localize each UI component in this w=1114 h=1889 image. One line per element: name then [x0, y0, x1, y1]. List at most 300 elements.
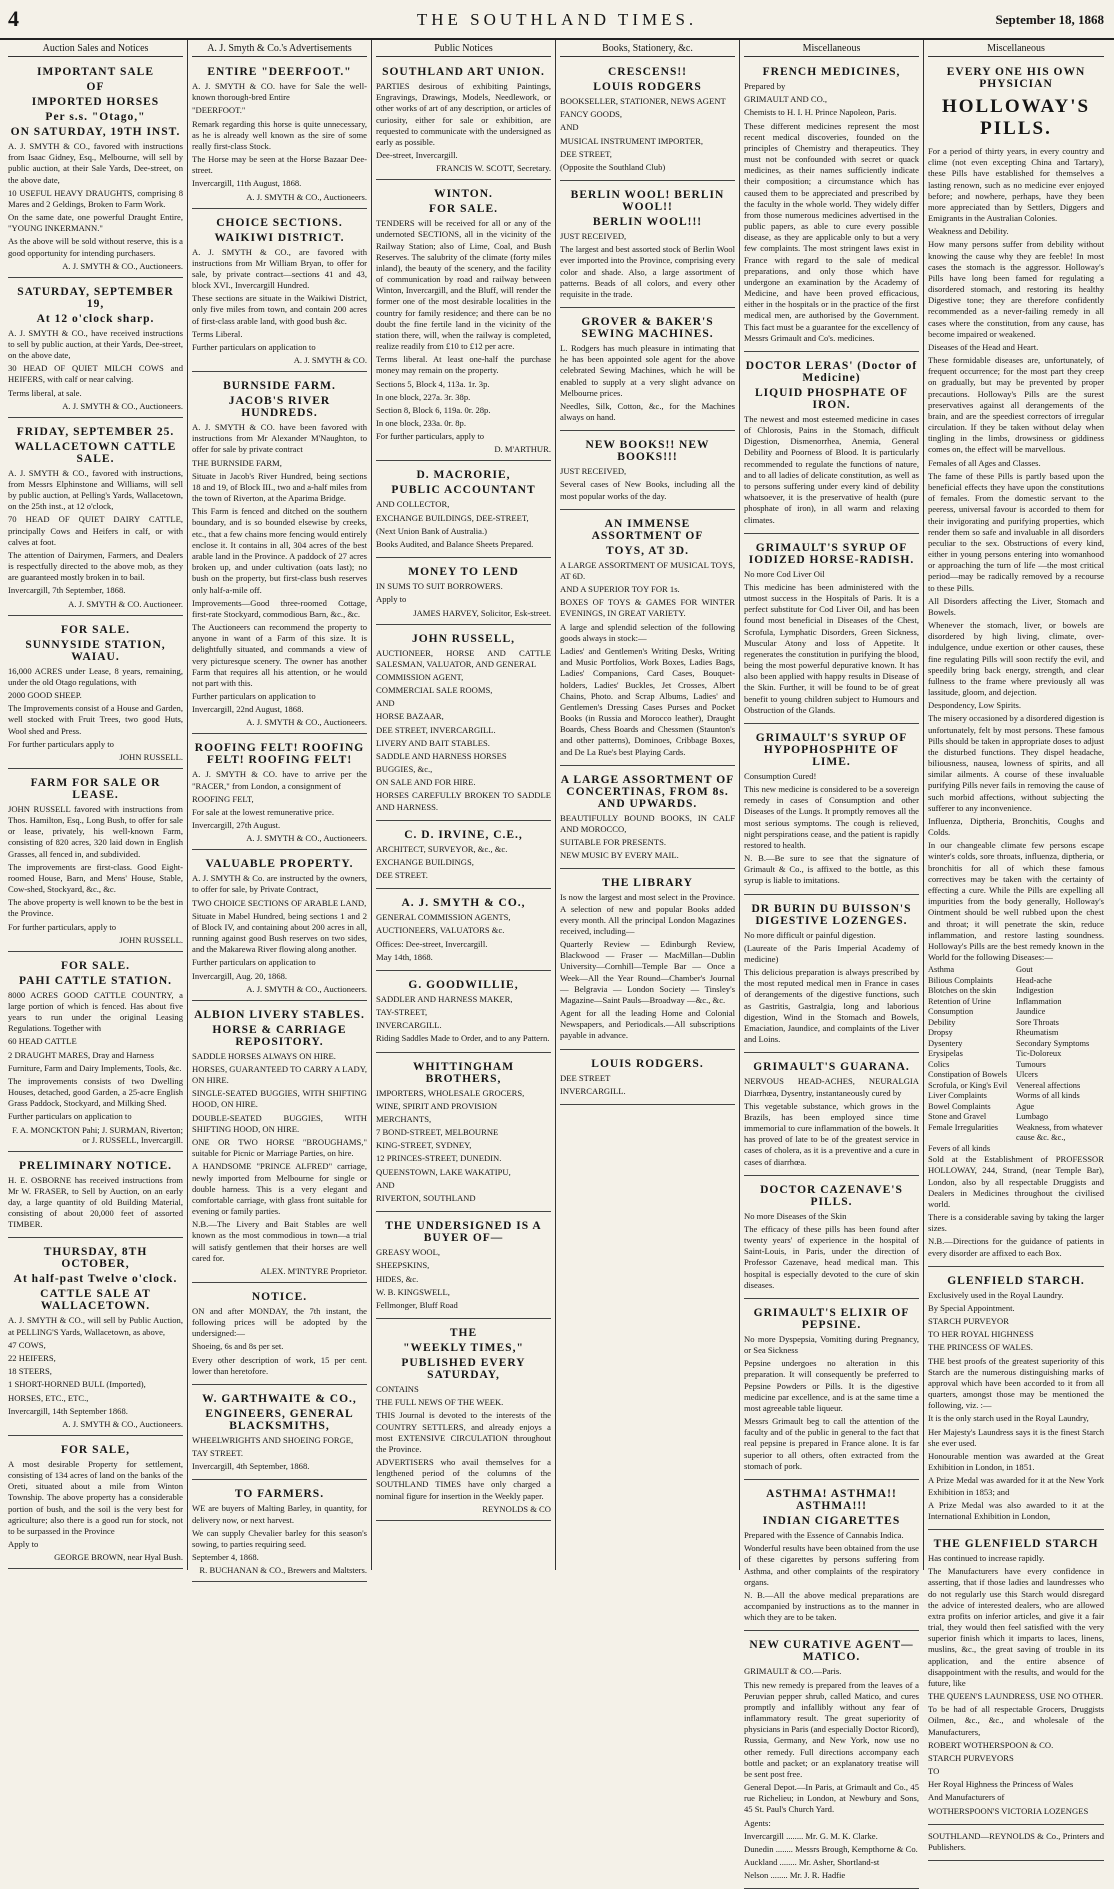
ad-text: TWO CHOICE SECTIONS OF ARABLE LAND, [192, 897, 367, 908]
ad-text: A. J. SMYTH & CO., will sell by Public Auction, at PELLING'S Yards, Wallacetown, as above, [8, 1315, 183, 1337]
ad-text: WOTHERSPOON'S VICTORIA LOZENGES [928, 1805, 1089, 1816]
ad-text: L. Rodgers has much pleasure in intimating that he has been appointed sole agent for the above celebrated Sewing Machines, which he will be enabled to supply at a very slight advance on Melbourne prices. [560, 343, 735, 398]
advertisement [192, 737, 367, 850]
ad-text: THIS Journal is devoted to the interests of the COUNTRY SETTLERS, and already enjoys a most EXTENSIVE CIRCULATION throughout the Province. [376, 1410, 551, 1454]
ad-text: WHEELWRIGHTS AND SHOEING FORGE, [192, 1434, 354, 1445]
ad-text: Quarterly Review — Edinburgh Review, Blackwood — Fraser — MacMillan—Dublin University—Cornhill—Temple Bar — Once a Week—All the Year Round—Chamber's Journal — Belgravia — London Society — Tinsley's Magazine—Saint Pauls—Broadway —&c., &c. [560, 939, 735, 1005]
ad-heading: NOTICE. [251, 1290, 308, 1303]
ad-text: A. J. SMYTH & CO., favored with instructions, from Messrs Elphinstone and Williams, will sell by public auction, at Pelling's Yards, Wallacetown, on the 25th inst., at 12 o'clock, [8, 467, 183, 512]
advertisement [744, 355, 919, 534]
ad-heading: CATTLE SALE AT WALLACETOWN. [40, 1288, 151, 1313]
ad-heading: OF [86, 81, 105, 93]
ad-text: EXCHANGE BUILDINGS, DEE-STREET, [376, 512, 529, 523]
ad-heading: LIQUID PHOSPHATE OF IRON. [755, 386, 908, 411]
ad-text: Her Royal Highness the Princess of Wales [928, 1779, 1074, 1790]
ad-heading: GRIMAULT'S ELIXIR OF PEPSINE. [753, 1306, 910, 1331]
ad-text: AND [376, 698, 395, 709]
ad-heading: D. MACRORIE, [416, 469, 511, 482]
ad-text: ROBERT WOTHERSPOON & CO. [928, 1739, 1054, 1750]
ad-heading: BURNSIDE FARM. [223, 380, 336, 393]
ad-text: The efficacy of these pills has been found after twenty years' of experience in the hospital of Saint-Louis, in Paris, under the direction of Professor Cazenave, head medical man. This hospital is especially devoted to the cure of skin diseases. [744, 1223, 919, 1290]
ad-text: (Laureate of the Paris Imperial Academy of medicine) [744, 942, 919, 964]
ad-signature: A. J. SMYTH & CO. [293, 355, 367, 366]
ad-text: INVERCARGILL. [560, 1085, 626, 1096]
ad-signature: JOHN RUSSELL. [119, 751, 183, 762]
ad-heading: WALLACETOWN CATTLE SALE. [14, 440, 177, 465]
ad-heading: ALBION LIVERY STABLES. [194, 1008, 365, 1021]
ad-heading: FOR SALE. [60, 959, 131, 972]
column-6 [924, 40, 1108, 1852]
ad-text: JUST RECEIVED, [560, 231, 627, 242]
ad-text: The improvements are first-class. Good Eight-roomed House, Barn, and Mens' House, Stable, Cow-shed, Stockyard, &c., &c. [8, 861, 183, 895]
ad-signature: A. J. SMYTH & CO., Auctioneers. [246, 983, 367, 994]
ad-text: CONTAINS [376, 1384, 419, 1395]
ad-heading: THURSDAY, 8TH OCTOBER, [43, 1246, 148, 1271]
ad-heading: DOCTOR CAZENAVE'S PILLS. [760, 1183, 903, 1208]
ad-text: Is now the largest and most select in the Province. A selection of new and popular Books added every month. All the principal London Magazines received, including— [560, 892, 735, 936]
ad-heading: At half-past Twelve o'clock. [13, 1273, 178, 1286]
ad-heading: LOUIS RODGERS. [591, 1057, 704, 1070]
ad-text: 30 HEAD OF QUIET MILCH COWS and HEIFERS, with calf or near calving. [8, 363, 183, 385]
ad-text: This vegetable substance, which grows in the Brazils, has been employed since time immemorial to cure inflammation of the bowels. It has proved of late to be of the greatest service in cases of cholera, as it is a preventive and a cure in cases of diarrhœa. [744, 1100, 919, 1167]
advertisement [744, 61, 919, 352]
ad-text: Ladies' and Gentlemen's Writing Desks, Writing and Music Portfolios, Work Boxes, Ladies Bags, Ladies' Companions, Card Cases, Bouquet-holders, Ladies' Buckles, Jet Crosses, Albert Chains, Photo. and Scrap Albums, Ladies' and Gentlemen's Dressing Cases Purses and Pocket Books (in Russia and Morocco leather), Draught Boards, Chess Boards and Chessmen (Staunton's and other patterns), Dominoes, Cribbage Boxes, and De La Rue's best Playing Cards. [560, 645, 735, 757]
ad-text: COMMERCIAL SALE ROOMS, [376, 685, 493, 696]
ad-heading: NEW CURATIVE AGENT—MATICO. [749, 1639, 914, 1664]
ad-text: Invercargill, 7th September, 1868. [8, 585, 126, 596]
ad-text: HORSES, GUARANTEED TO CARRY A LADY, ON HIRE. [192, 1063, 367, 1086]
ad-text: Fellmonger, Bluff Road [376, 1299, 458, 1310]
ad-text: HORSE BAZAAR, [376, 711, 444, 722]
advertisement [192, 853, 367, 1001]
ad-heading: VALUABLE PROPERTY. [205, 858, 354, 871]
ad-text: September 4, 1868. [192, 1552, 259, 1563]
advertisement [376, 1322, 551, 1521]
ad-heading: LOUIS RODGERS [593, 81, 702, 93]
ad-heading: IMPORTANT SALE [36, 66, 154, 78]
advertisement [192, 212, 367, 373]
ad-heading: BERLIN WOOL! BERLIN WOOL!! [570, 189, 725, 214]
advertisement [376, 974, 551, 1053]
ad-heading: PUBLIC ACCOUNTANT [391, 484, 536, 497]
ad-text: WINE, SPIRIT AND PROVISION [376, 1100, 498, 1111]
ad-text: 12 PRINCES-STREET, DUNEDIN. [376, 1153, 502, 1164]
ad-text: In our changeable climate few persons escape winter's colds, sore throats, influenza, diptheria, or bronchitis for all of which these famous correctives may be taken with the certainty of effecting a cure. While the Pills are expelling all impurities from the body generally, Holloway's Ointment should be well rubbed upon the chest and throat; it will penetrate the skin, reduce inflammation, and restore lasting soundness. Holloway's Pills are the best remedy known in the World for the following Diseases:— [928, 840, 1104, 963]
ad-text: All Disorders affecting the Liver, Stomach and Bowels. [928, 595, 1104, 617]
ad-text: For further particulars, apply to [376, 431, 485, 442]
ad-heading: WAIKIWI DISTRICT. [214, 231, 345, 244]
ad-text: EXCHANGE BUILDINGS, [376, 856, 474, 867]
advertisement [928, 1828, 1104, 1861]
disease-item: Bowel Complaints [928, 1101, 991, 1111]
disease-item: Tumours [1016, 1059, 1046, 1069]
ad-text: Terms liberal, at sale. [8, 387, 82, 398]
ad-text: DEE STREET, [560, 148, 612, 159]
ad-text: No more Cod Liver Oil [744, 568, 825, 579]
ad-text: The Manufacturers have every confidence in asserting, that if those ladies and laundresses who do not regularly use this Starch would disregard the advice of interested dealers, who are allowed extra profits on inferior articles, and give it a fair trial, they would then feel satisfied with the very superior finish which it imparts to laces, linens, muslins, &c., the great saving of trouble in its application, and the entire absence of disappointment with the results, and would for the future, like [928, 1566, 1104, 1688]
ad-text: Agents: [744, 1817, 771, 1828]
ad-heading: W. GARTHWAITE & CO., [202, 1392, 357, 1405]
ad-heading: SATURDAY, SEPTEMBER 19, [17, 285, 174, 310]
ad-text: LIVERY AND BAIT STABLES. [376, 737, 490, 748]
ad-text: Sold at the Establishment of PROFESSOR HOLLOWAY, 244, Strand, (near Temple Bar), London, also by all respectable Druggists and Dealers in Medicines throughout the civilised world. [928, 1154, 1104, 1209]
ad-text: Further particulars on application to [192, 341, 316, 352]
advertisement [744, 898, 919, 1054]
ad-text: No more difficult or painful digestion. [744, 929, 876, 940]
disease-item: Inflammation [1016, 996, 1062, 1006]
ad-text: GENERAL COMMISSION AGENTS, [376, 912, 511, 923]
page-number: 4 [8, 6, 19, 31]
ad-text: Improvements—Good three-roomed Cottage, first-rate Stockyard, commodious Barn, &c., &c. [192, 597, 367, 619]
ad-text: The fame of these Pills is partly based upon the beneficial effects they have upon the constitutions of females. From the domestic servant to the peeress, universal favour is accorded to them for their invigorating and purifying properties, which render them so safe and invaluable in all disorders peculiar to the sex. Obstructions of every kind, either in young persons entering into womanhood or approaching the turn of life —the most critical period—may be radically removed by a recourse to these Pills. [928, 470, 1104, 593]
ad-heading: FOR SALE, [60, 1443, 131, 1456]
ad-text: 2 DRAUGHT MARES, Dray and Harness [8, 1049, 154, 1060]
ad-text: GRIMAULT AND CO., [744, 94, 828, 105]
disease-item: Indigestion [1016, 986, 1054, 996]
ad-signature: A. J. SMYTH & CO., Auctioneers. [246, 191, 367, 202]
ad-heading: TOYS, AT 3D. [606, 544, 689, 557]
ad-text: The Horse may be seen at the Horse Bazaar Dee-street. [192, 154, 367, 176]
ad-signature: D. M'ARTHUR. [494, 444, 551, 455]
advertisement [8, 421, 183, 616]
ad-heading: PRELIMINARY NOTICE. [19, 1159, 172, 1172]
column-1 [4, 40, 188, 1570]
advertisement [376, 628, 551, 821]
ad-text: 10 USEFUL HEAVY DRAUGHTS, comprising 8 Mares and 2 Geldings, Broken to Farm Work. [8, 187, 183, 209]
ad-heading: FRIDAY, SEPTEMBER 25. [16, 425, 175, 438]
advertisement [8, 281, 183, 418]
ad-text: The above property is well known to be the best in the Province. [8, 897, 183, 919]
ad-heading: CHOICE SECTIONS. [216, 216, 343, 229]
advertisement [376, 824, 551, 890]
ad-heading: ROOFING FELT! ROOFING FELT! ROOFING FELT! [194, 742, 365, 767]
ad-heading: FOR SALE. [428, 203, 499, 216]
disease-item: Colics [928, 1059, 950, 1069]
ad-heading: FRENCH MEDICINES, [762, 66, 901, 78]
ad-text: For a period of thirty years, in every country and clime (not even excepting China and Tartary), these Pills have established for themselves a lasting renown, such as no medicine ever enjoyed before; and nowhere, perhaps, have they been more appreciated than by Settlers, Diggers and Emigrants in the Australian Colonies. [928, 146, 1104, 224]
ad-text: These different medicines represent the most recent medical discoveries, founded on the principles of Chemistry and therapeutics. They must not be confounded with secret or quack medicines, as their names sufficiently indicate their composition; a circumstance which has caused them to be appreciated and prescribed by the faculty in the whole world. They widely differ from those numerous medicines advertised in the public papers, as able to cure every possible disease, as they are applicable only to but a very few complaints. The most stringent laws exist in France with regard to the sale of medical preparations, and only those which have undergone an examination by the Academy of Medicine, and have been proved efficacious, either in the hospitals or in the practice of the first medical men, are authorised by the Government. This fact must be a guarantee for the excellency of Messrs Grimault and Co's. medicines. [744, 120, 919, 343]
ad-text: (Next Union Bank of Australia.) [376, 525, 487, 536]
ad-text: A. J. SMYTH & CO., are favored with instructions from Mr William Bryan, to offer for sale, by private contract—sections 41 and 43, block XVI., Invercargill Hundred. [192, 246, 367, 291]
ad-text: N. B.—Be sure to see that the signature of Grimault & Co., is affixed to the bottle, as this syrup is liable to imitations. [744, 853, 919, 886]
ad-text: ROOFING FELT, [192, 793, 254, 804]
ad-signature: A. J. SMYTH & CO., Auctioneers. [62, 260, 183, 271]
ad-text: Invercargill, 14th September 1868. [8, 1405, 128, 1416]
advertisement [928, 61, 1104, 1267]
disease-item: Erysipelas [928, 1049, 963, 1059]
disease-item: Tic-Doloreux [1016, 1049, 1062, 1059]
issue-date: September 18, 1868 [995, 12, 1104, 27]
advertisement [376, 183, 551, 461]
ad-text: Further particulars on application to [8, 1111, 132, 1122]
columns [4, 40, 1110, 1881]
advertisement [8, 955, 183, 1152]
advertisement [560, 1053, 735, 1105]
advertisement [560, 184, 735, 308]
advertisement [744, 1056, 919, 1175]
ad-text: General Depot.—In Paris, at Grimault and Co., 45 rue Richelieu; in London, at Newbury and Sons, 45 St. Paul's Church Yard. [744, 1782, 919, 1815]
ad-text: Consumption Cured! [744, 770, 817, 781]
ad-text: WE are buyers of Malting Barley, in quantity, for delivery now, or next harvest. [192, 1503, 367, 1525]
ad-text: DEE STREET [560, 1072, 611, 1083]
ad-text: AUCTIONEERS, VALUATORS &c. [376, 925, 505, 936]
ad-heading: SUNNYSIDE STATION, WAIAU. [25, 638, 166, 663]
ad-text: Invercargill ........ Mr. G. M. K. Clarke. [744, 1830, 878, 1841]
ad-text: N.B.—Directions for the guidance of patients in every disorder are affixed to each Box. [928, 1236, 1104, 1258]
column-header: Miscellaneous [928, 40, 1104, 57]
ad-text: This delicious preparation is always prescribed by the most reputed medical men in France in cases of derangements of the digestive functions, such as Gastritis, Gastralgia, long and laborious digestion, Wind in the Stomach and Bowels, Emaciation, Jaundice, and complaints of the Liver and Loins. [744, 967, 919, 1045]
ad-text: Invercargill, 22nd August, 1868. [192, 704, 304, 715]
disease-item: Dropsy [928, 1028, 953, 1038]
ad-text: HIDES, &c. [376, 1273, 419, 1284]
ad-text: BUGGIES, &c., [376, 764, 433, 775]
advertisement [376, 1215, 551, 1319]
ad-text: And Manufacturers of [928, 1792, 1005, 1803]
ad-signature: R. BUCHANAN & CO., Brewers and Maltsters. [199, 1565, 367, 1576]
ad-text: PARTIES desirous of exhibiting Paintings, Engravings, Drawings, Models, Needlework, or other works of art of any description, or articles of curiosity, either for sale or exhibition, are requested to communicate with the undersigned as early as possible. [376, 81, 551, 147]
ad-text: Chemists to H. I. H. Prince Napoleon, Paris. [744, 107, 897, 118]
disease-item: Sore Throats [1016, 1017, 1059, 1027]
ad-text: RIVERTON, SOUTHLAND [376, 1193, 476, 1203]
ad-text: Nelson ........ Mr. J. R. Hadfie [744, 1870, 846, 1881]
ad-text: AND [376, 1179, 395, 1190]
ad-text: STARCH PURVEYORS [928, 1752, 1014, 1763]
ad-signature: A. J. SMYTH & CO., Auctioneers. [246, 833, 367, 844]
ad-text: Wonderful results have been obtained from the use of these cigarettes by persons suffering from Asthma, and other complaints of the respiratory organs. [744, 1543, 919, 1587]
ad-heading: AN IMMENSE ASSORTMENT OF [591, 517, 704, 542]
ad-text: This Farm is fenced and ditched on the southern boundary, and is so bounded elsewise by creeks, etc., that a few chains more fencing would entirely enclose it. It contains in all, 304 acres of the best arable land in the Province. A paddock of 27 acres broken up, and under cultivation (oats last); no bush on the property, but first-class bush reserves only half-a-mile off. [192, 506, 367, 595]
ad-text: The attention of Dairymen, Farmers, and Dealers is respectfully directed to the above mob, as they are guaranteed mostly broken in to bail. [8, 549, 183, 583]
ad-text: DEE STREET, INVERCARGILL. [376, 724, 496, 735]
ad-text: A. J. SMYTH & CO., have received instructions to sell by public auction, at their Yards, Dee-street, on the above date, [8, 327, 183, 361]
ad-text: TAY STREET. [192, 1448, 244, 1459]
ad-text: Messrs Grimault beg to call the attention of the faculty and of the public in general to the fact that real pepsine is prepared in France alone. It is far superior to all others, often extracted from the stomach of pork. [744, 1416, 919, 1471]
ad-heading: CRESCENS!! [607, 66, 687, 78]
ad-text: These formidable diseases are, unfortunately, of frequent occurrence; for the most part they creep on gradually, but may be prevented by proper precautions. Holloway's Pills are the surest preservatives against all derangements of the brain, and are the speediest correctors of irregular circulation. If they be taken without delay when tingling in the limbs, drowsiness or giddiness comes on, the effect will be marvellous. [928, 355, 1104, 455]
advertisement [376, 1056, 551, 1213]
ad-text: Section 8, Block 6, 119a. 0r. 28p. [376, 404, 491, 415]
ad-text: "DEERFOOT." [192, 105, 246, 116]
ad-text: ON and after MONDAY, the 7th instant, the following prices will be adopted by the undersigned:— [192, 1305, 367, 1339]
ad-text: The Improvements consist of a House and Garden, well stocked with Fruit Trees, two good Huts, Wool shed and Press. [8, 703, 183, 736]
disease-item: Jaundice [1016, 1007, 1046, 1017]
ad-text: THE BURNSIDE FARM, [192, 457, 282, 468]
ad-text: Prepared with the Essence of Cannabis Indica. [744, 1529, 904, 1540]
ad-heading: FOR SALE. [60, 623, 131, 636]
advertisement [192, 61, 367, 209]
advertisement [744, 1634, 919, 1889]
ad-text: TENDERS will be received for all or any of the undernoted SECTIONS, all in the vicinity of the Railway Station; also of Lime, Coal, and Bush Reserves. The salubrity of the climate (forty miles inland), the beauty of the scenery, and the facility of communication by road and railway between Winton, Invercargill, and the Bluff, will render the former one of the most desirable localities in the country for family residence; and there can be no doubt the fine fertile land in the vicinity of the station there, will, when the railway is completed, realize readily from £10 to £12 per acre. [376, 218, 551, 352]
ad-text: Prepared by [744, 81, 786, 91]
disease-item: Head-ache [1016, 975, 1052, 985]
ad-text: How many persons suffer from debility without knowing the cause why they are feeble! In most cases the stomach is the aggressor. Holloway's Pills have long been famed for regulating a disordered stomach, and restoring its healthy Digestive tone; they are therefore confidently recommended as a never-failing remedy in all cases where the constitution, from any cause, has become impaired or weakened. [928, 239, 1104, 339]
ad-text: A. J. SMYTH & CO. have been favored with instructions from Mr Alexander M'Naughton, to offer for sale by private contract [192, 422, 367, 455]
ad-heading: Per s.s. "Otago," [45, 111, 146, 123]
ad-signature: FRANCIS W. SCOTT, Secretary. [436, 163, 551, 174]
ad-text: Whenever the stomach, liver, or bowels are disordered by high living, climate, over-indulgence, undue exertion or other causes, these fine regulating Pills will soon rectify the evil, and speedily bring back energy, strength, and clear fullness to the frame where previously all was lassitude, gloom, and dejection. [928, 620, 1104, 698]
ad-text: Every other description of work, 15 per cent. lower than heretofore. [192, 1354, 367, 1376]
ad-signature: ALEX. M'INTYRE Proprietor. [260, 1265, 367, 1276]
ad-heading: ENTIRE "DEERFOOT." [207, 66, 352, 78]
ad-text: Several cases of New Books, including all the most popular works of the day. [560, 479, 735, 501]
ad-text: No more Dyspepsia, Vomiting during Pregnancy, or Sea Sickness [744, 1333, 919, 1356]
ad-heading: HORSE & CARRIAGE REPOSITORY. [212, 1023, 347, 1048]
disease-item: Ulcers [1016, 1070, 1038, 1080]
ad-text: Terms Liberal. [192, 328, 243, 339]
ad-text: Needles, Silk, Cotton, &c., for the Machines always on hand. [560, 400, 735, 423]
ad-text: Invercargill, Aug. 20, 1868. [192, 970, 288, 981]
ad-text: Dee-street, Invercargill. [376, 150, 458, 161]
ad-heading: C. D. IRVINE, C.E., [404, 828, 523, 841]
advertisement [560, 61, 735, 181]
column-2 [188, 40, 372, 1576]
ad-text: For further particulars, apply to [8, 921, 117, 932]
advertisement [8, 61, 183, 278]
ad-heading: PAHI CATTLE STATION. [18, 974, 173, 987]
ad-text: As the above will be sold without reserve, this is a good opportunity for intending purchasers. [8, 236, 183, 258]
advertisement [928, 1533, 1104, 1825]
ad-heading: THE [449, 1327, 478, 1340]
ad-text: Shoeing, 6s and 8s per set. [192, 1341, 284, 1352]
ad-text: This new medicine is considered to be a sovereign remedy in cases of Consumption and other Diseases of the Lungs. It promptly removes all the most serious symptoms. The cough is relieved, night perspirations cease, and the patient is rapidly restored to health. [744, 784, 919, 850]
disease-item: Dysentery [928, 1038, 963, 1048]
ad-heading: A LARGE ASSORTMENT OF CONCERTINAS, FROM 8s. AND UPWARDS. [560, 773, 735, 810]
ad-text: Invercargill, 11th August, 1868. [192, 178, 302, 189]
ad-text: HORSES, ETC., ETC., [8, 1392, 89, 1403]
ad-signature: JAMES HARVEY, Solicitor, Esk-street. [413, 607, 551, 618]
ad-text: SADDLE HORSES ALWAYS ON HIRE. [192, 1050, 336, 1061]
ad-heading: G. GOODWILLIE, [408, 978, 519, 991]
disease-item: Debility [928, 1017, 956, 1027]
ad-text: Situate in Jacob's River Hundred, being sections 18 and 19, of Block III., two and a-half miles from the town of Riverton, at the Aparima Bridge. [192, 470, 367, 504]
ad-text: The improvements consists of two Dwelling Houses, detached, good Garden, a 25-acre English Grass Paddock, Stockyard, and Milking Shed. [8, 1075, 183, 1109]
ad-text: 22 HEIFERS, [8, 1353, 56, 1363]
ad-text: Weakness and Debility. [928, 226, 1009, 237]
ad-signature: A. J. SMYTH & CO. Auctioneer. [68, 598, 183, 609]
ad-signature: A. J. SMYTH & CO., Auctioneers. [62, 400, 183, 411]
ad-text: Situate in Mabel Hundred, being sections 1 and 2 of Block IV, and containing about 200 acres in all, running against good Bush reserves on two sides, and the Makarewa River flowing along another. [192, 910, 367, 955]
ad-heading: ASTHMA! ASTHMA!! ASTHMA!!! [766, 1487, 897, 1512]
masthead [0, 0, 1114, 40]
ad-text: A large and splendid selection of the following goods always in stock:— [560, 621, 735, 643]
ad-text: 2000 GOOD SHEEP. [8, 689, 82, 700]
disease-item: Retention of Urine [928, 996, 991, 1006]
ad-heading: GLENFIELD STARCH. [947, 1274, 1085, 1287]
disease-item: Worms of all kinds [1016, 1091, 1080, 1101]
ad-heading: A. J. SMYTH & CO., [401, 897, 526, 910]
ad-signature: F. A. MONCKTON Pahi; J. SURMAN, Riverton; or J. RUSSELL, Invercargill. [11, 1124, 183, 1145]
ad-text: Apply to [376, 594, 407, 605]
ad-text: GREASY WOOL, [376, 1247, 440, 1258]
ad-heading: THE LIBRARY [602, 877, 693, 890]
ad-text: The largest and best assorted stock of Berlin Wool ever imported into the Province, comprising every color and shade. Also, a large assortment of patterns. Beads of all colors, and every other requisite in the trade. [560, 244, 735, 299]
ad-text: A Prize Medal was awarded for it at the New York Exhibition in 1853; and [928, 1475, 1104, 1497]
ad-text: GRIMAULT & CO.—Paris. [744, 1666, 842, 1677]
ad-heading: SOUTHLAND ART UNION. [382, 66, 545, 78]
column-header: Auction Sales and Notices [8, 40, 183, 57]
disease-item: Ague [1016, 1101, 1035, 1111]
advertisement [744, 1483, 919, 1631]
advertisement [928, 1270, 1104, 1530]
ad-text: We can supply Chevalier barley for this season's sowing, to parties requiring seed. [192, 1527, 367, 1549]
ad-text: A HANDSOME "PRINCE ALFRED" carriage, newly imported from Melbourne for single or double harness. This is a very elegant and comfortable carriage, with glass front suitable for evening or family parties. [192, 1161, 367, 1217]
ad-text: The Auctioneers can recommend the property to anyone in want of a Farm of this size. It is delightfully situated, and commands a view of very picturesque scenery. The owner has another Farm that requires all his attention, or he would not part with this. [192, 622, 367, 688]
ad-text: Remark regarding this horse is quite unnecessary, as he is already well known as the sire of some really first-class Stock. [192, 118, 367, 151]
ad-signature: GEORGE BROWN, near Hyal Bush. [54, 1552, 183, 1563]
ad-heading: GRIMAULT'S SYRUP OF HYPOPHOSPHITE OF LIME. [755, 731, 908, 768]
ad-text: BEAUTIFULLY BOUND BOOKS, IN CALF AND MOROCCO, [560, 812, 735, 834]
column-4 [556, 40, 740, 1570]
column-header: A. J. Smyth & Co.'s Advertisements [192, 40, 367, 57]
advertisement [744, 1179, 919, 1299]
ad-heading: JOHN RUSSELL, [411, 632, 516, 645]
ad-text: 8000 ACRES GOOD CATTLE COUNTRY, a large portion of which is fenced. Has about five years to run under the original Leasing Regulations. Together with [8, 989, 183, 1034]
ad-text: May 14th, 1868. [376, 951, 433, 962]
ad-text: 70 HEAD OF QUIET DAIRY CATTLE, principally Cows and Heifers in calf, or with calves at foot. [8, 514, 183, 547]
advertisement [560, 513, 735, 766]
advertisement [8, 772, 183, 952]
ad-text: JUST RECEIVED, [560, 466, 627, 477]
column-header: Miscellaneous [744, 40, 919, 57]
ad-text: In one block, 227a. 3r. 38p. [376, 391, 471, 402]
ad-text: H. E. OSBORNE has received instructions from Mr W. FRASER, to Sell by Auction, on an early day, a large quantity of old Building Material, consisting of about 20,000 feet of assorted TIMBER. [8, 1174, 183, 1230]
ad-text: By Special Appointment. [928, 1302, 1015, 1313]
ad-text: To be had of all respectable Grocers, Druggists Oilmen, &c., &c., and wholesale of the Manufacturers, [928, 1704, 1104, 1737]
advertisement [8, 1439, 183, 1569]
disease-item: Scrofula, or King's Evil [928, 1080, 1008, 1090]
ad-text: AUCTIONEER, HORSE AND CATTLE SALESMAN, VALUATOR, AND GENERAL [376, 647, 551, 669]
ad-heading: THE GLENFIELD STARCH [933, 1538, 1099, 1551]
ad-signature: A. J. SMYTH & CO., Auctioneers. [246, 717, 367, 728]
ad-text: FANCY GOODS, [560, 109, 623, 120]
ad-text: Furniture, Farm and Dairy Implements, Tools, &c. [8, 1062, 182, 1073]
advertisement [376, 464, 551, 558]
ad-text: Diseases of the Head and Heart. [928, 341, 1039, 352]
ad-text: BOOKSELLER, STATIONER, NEWS AGENT [560, 96, 726, 106]
ad-text: DEE STREET. [376, 870, 428, 881]
advertisement [560, 769, 735, 870]
ad-text: For sale at the lowest remunerative price. [192, 806, 334, 817]
ad-text: KING-STREET, SYDNEY, [376, 1140, 472, 1151]
ad-text: COMMISSION AGENT, [376, 671, 464, 682]
ad-text: This new remedy is prepared from the leaves of a Peruvian pepper shrub, called Matico, and cures promptly and infallibly without any fear of inflammatory result. The great superiority of physicians in Paris (and especially Doctor Ricord), Russia, Germany, and New York, now use no other remedy. Full directions accompany each bottle and packet; or an explanatory treatise will be sent post free. [744, 1679, 919, 1779]
ad-signature: JOHN RUSSELL. [119, 934, 183, 945]
disease-item [1016, 1144, 1104, 1155]
ad-heading: TO FARMERS. [234, 1488, 325, 1501]
ad-text: TO HER ROYAL HIGHNESS [928, 1329, 1034, 1340]
advertisement [8, 1155, 183, 1239]
ad-heading: THE UNDERSIGNED IS A BUYER OF— [385, 1220, 542, 1245]
disease-item: Lumbago [1016, 1112, 1049, 1122]
advertisement [8, 619, 183, 769]
ad-heading: FARM FOR SALE OR LEASE. [30, 776, 161, 801]
advertisement [560, 311, 735, 431]
ad-text: Agent for all the leading Home and Colonial Newspapers, and Periodicals.—All subscriptions payable in advance. [560, 1008, 735, 1041]
ad-text: SADDLER AND HARNESS MAKER, [376, 993, 513, 1004]
ad-text: SHEEPSKINS, [376, 1260, 430, 1271]
ad-text: Auckland ........ Mr. Asher, Shortland-st [744, 1857, 880, 1868]
disease-item: Bilious Complaints [928, 975, 993, 985]
disease-item: Secondary Symptoms [1016, 1038, 1090, 1048]
advertisement [192, 1388, 367, 1481]
ad-text: Invercargill, 4th September, 1868. [192, 1461, 310, 1472]
ad-heading: NEW BOOKS!! NEW BOOKS!!! [585, 439, 710, 464]
ad-text: JOHN RUSSELL favored with instructions from Thos. Hamilton, Esq., Long Bush, to offer for sale or lease, privately, his well-known Farm, consisting of 820 acres, 320 laid down in English Grasses, all fenced in, and subdivided. [8, 803, 183, 859]
ad-text: THE FULL NEWS OF THE WEEK. [376, 1397, 504, 1408]
ad-text: It is the only starch used in the Royal Laundry, [928, 1413, 1089, 1424]
ad-text: TAY-STREET, [376, 1007, 428, 1018]
ad-signature: REYNOLDS & CO [482, 1503, 551, 1514]
